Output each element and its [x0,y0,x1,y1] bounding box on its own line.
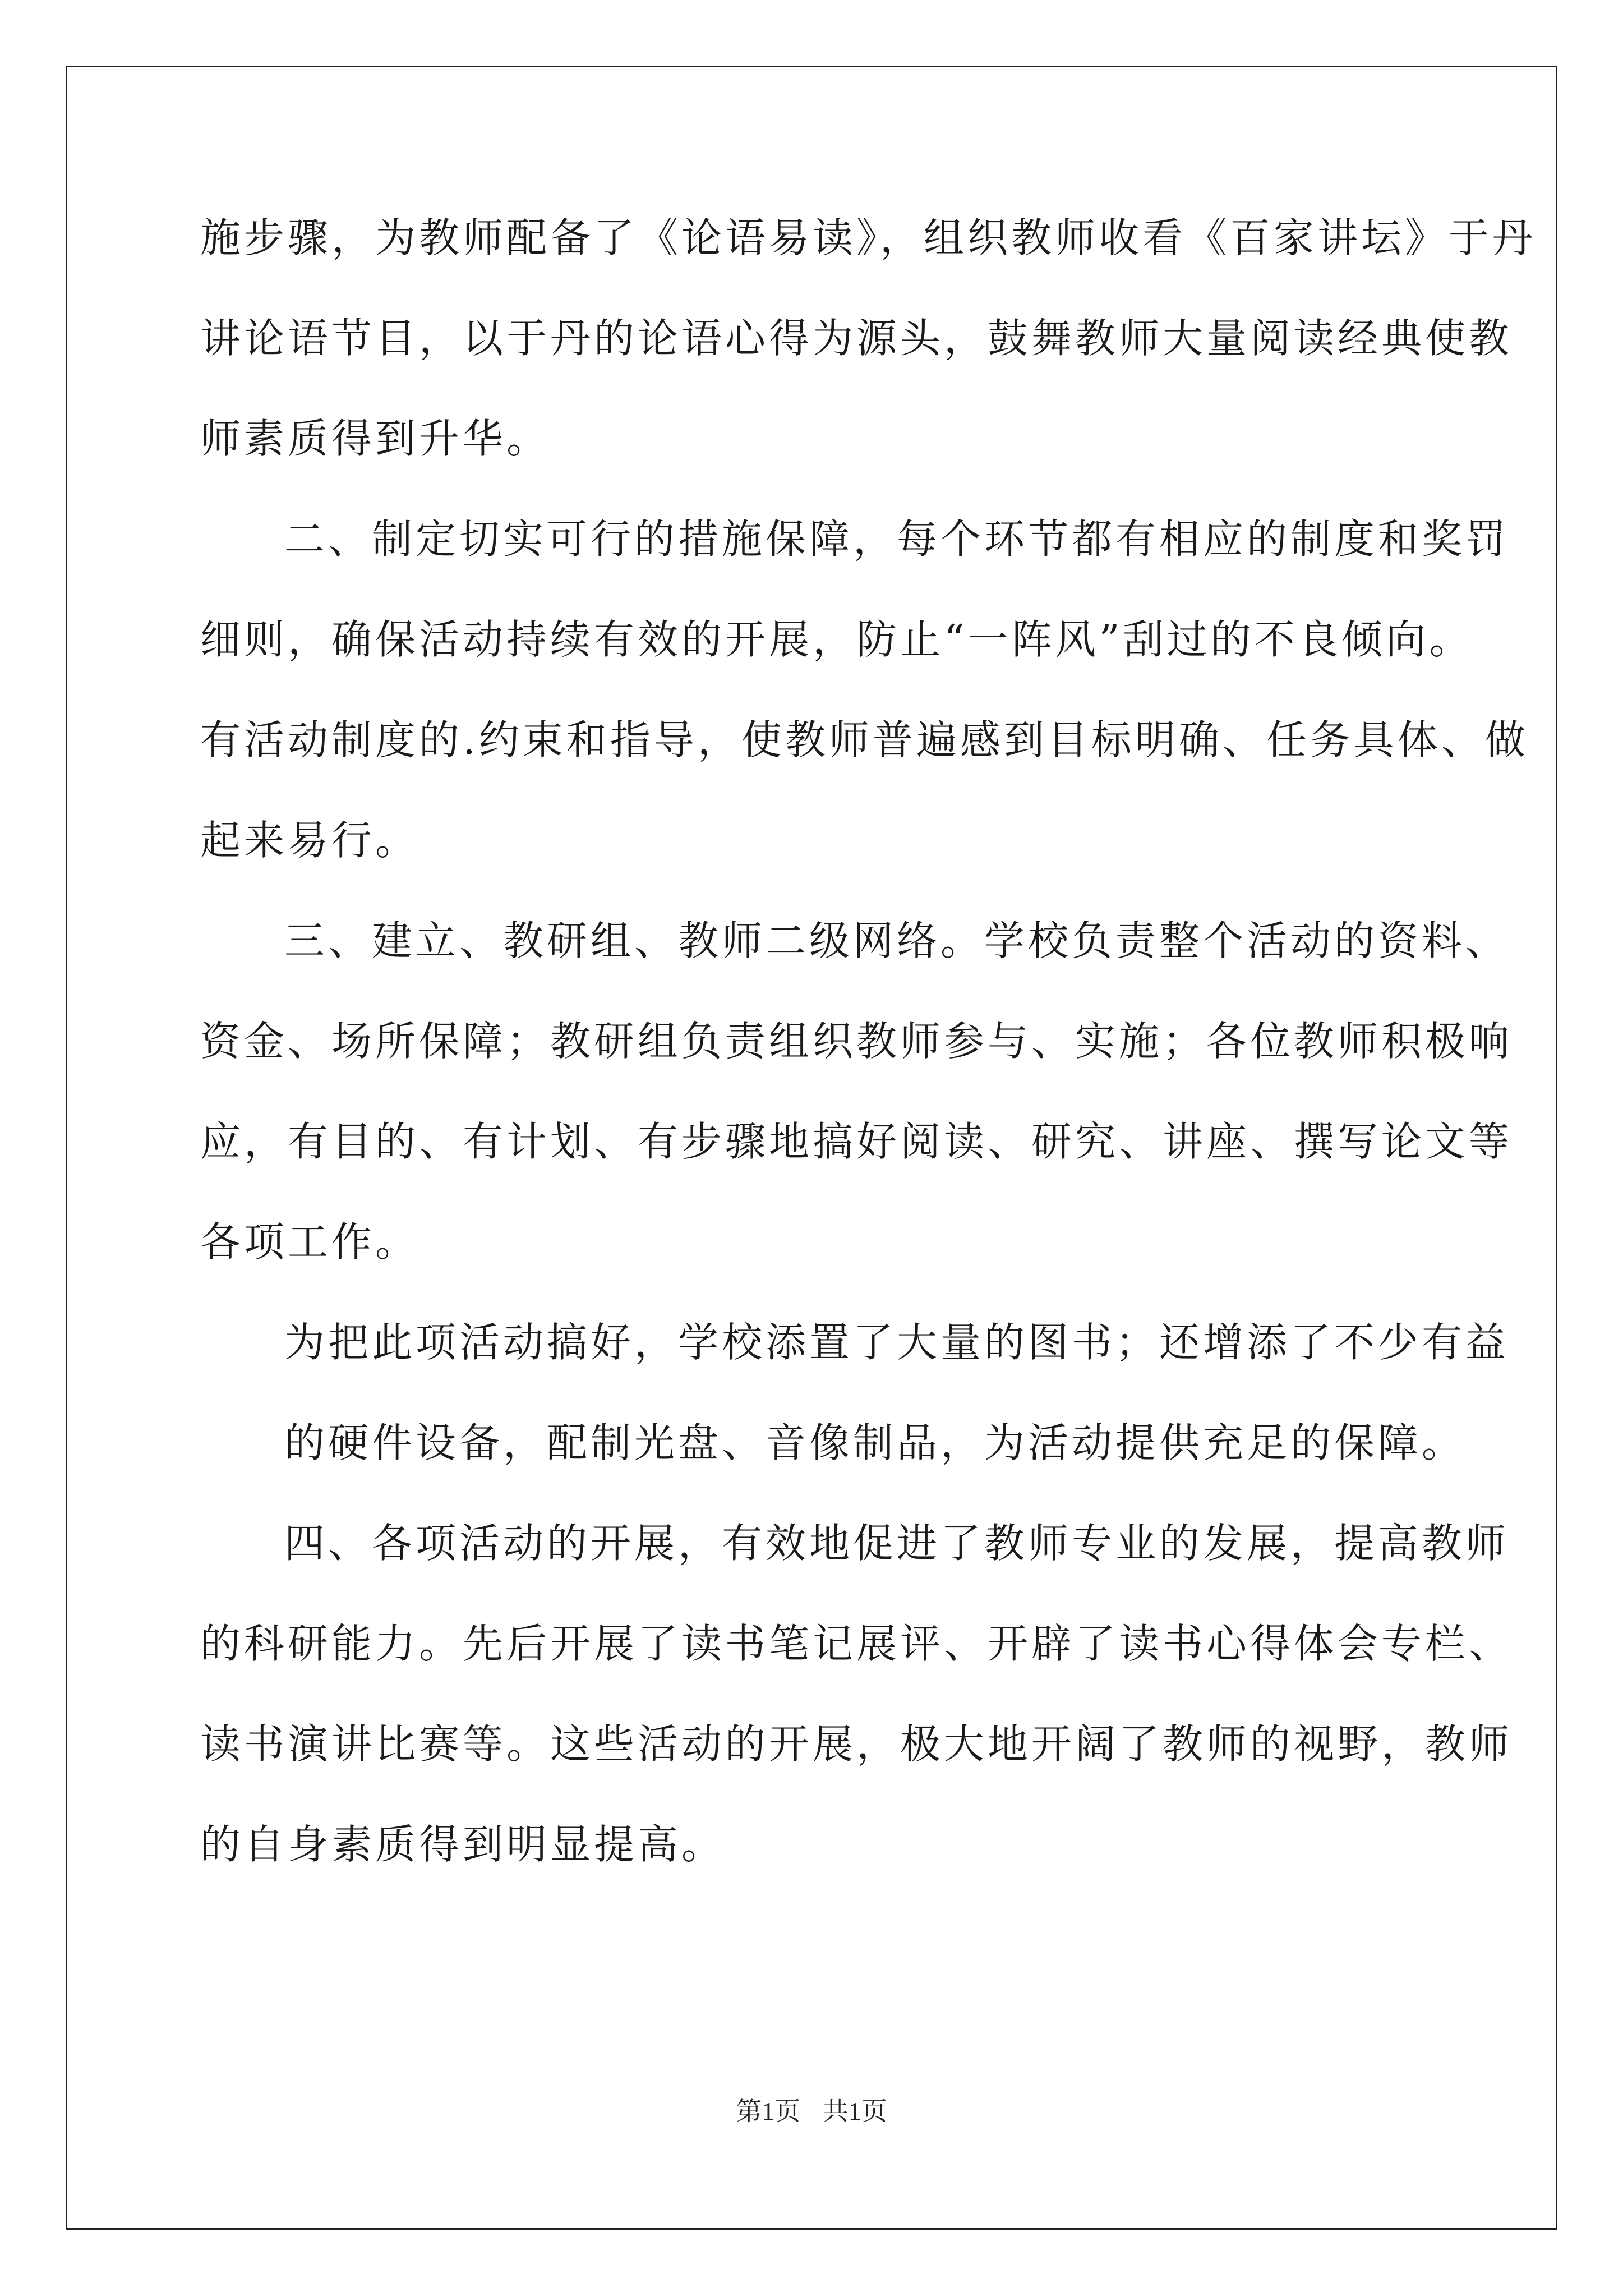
text-line: 各项工作。 [200,1218,419,1266]
text-line: 施步骤，为教师配备了《论语易读》，组织教师收看《百家讲坛》于丹 [200,214,1537,261]
text-line: 讲论语节目，以于丹的论语心得为源头，鼓舞教师大量阅读经典使教 [200,315,1513,362]
page-footer [0,2096,1623,2127]
text-line: 读书演讲比赛等。这些活动的开展，极大地开阔了教师的视野，教师 [200,1720,1513,1768]
text-line: 细则，确保活动持续有效的开展，防止“一阵风”刮过的不良倾向。 [200,616,1473,663]
document-body [200,213,1537,1920]
page-number: 第1页 [736,2097,801,2125]
text-line: 三、建立、教研组、教师二级网络。学校负责整个活动的资料、 [284,917,1510,964]
text-line: 师素质得到升华。 [200,415,551,462]
text-line: 四、各项活动的开展，有效地促进了教师专业的发展，提高教师 [284,1520,1510,1567]
text-line: 二、制定切实可行的措施保障，每个环节都有相应的制度和奖罚 [284,516,1510,563]
text-line: 的自身素质得到明显提高。 [200,1821,726,1868]
text-line: 的硬件设备，配制光盘、音像制品，为活动提供充足的保障。 [284,1419,1466,1466]
text-line: 的科研能力。先后开展了读书笔记展评、开辟了读书心得体会专栏、 [200,1620,1513,1667]
text-line: 资金、场所保障；教研组负责组织教师参与、实施；各位教师积极响 [200,1018,1513,1065]
text-line: 有活动制度的.约束和指导，使教师普遍感到目标明确、任务具体、做 [200,716,1529,763]
text-line: 起来易行。 [200,817,419,864]
text-line: 应，有目的、有计划、有步骤地搞好阅读、研究、讲座、撰写论文等 [200,1118,1513,1165]
text-line: 为把此项活动搞好，学校添置了大量的图书；还增添了不少有益 [284,1319,1510,1366]
page-total: 共1页 [822,2097,887,2125]
